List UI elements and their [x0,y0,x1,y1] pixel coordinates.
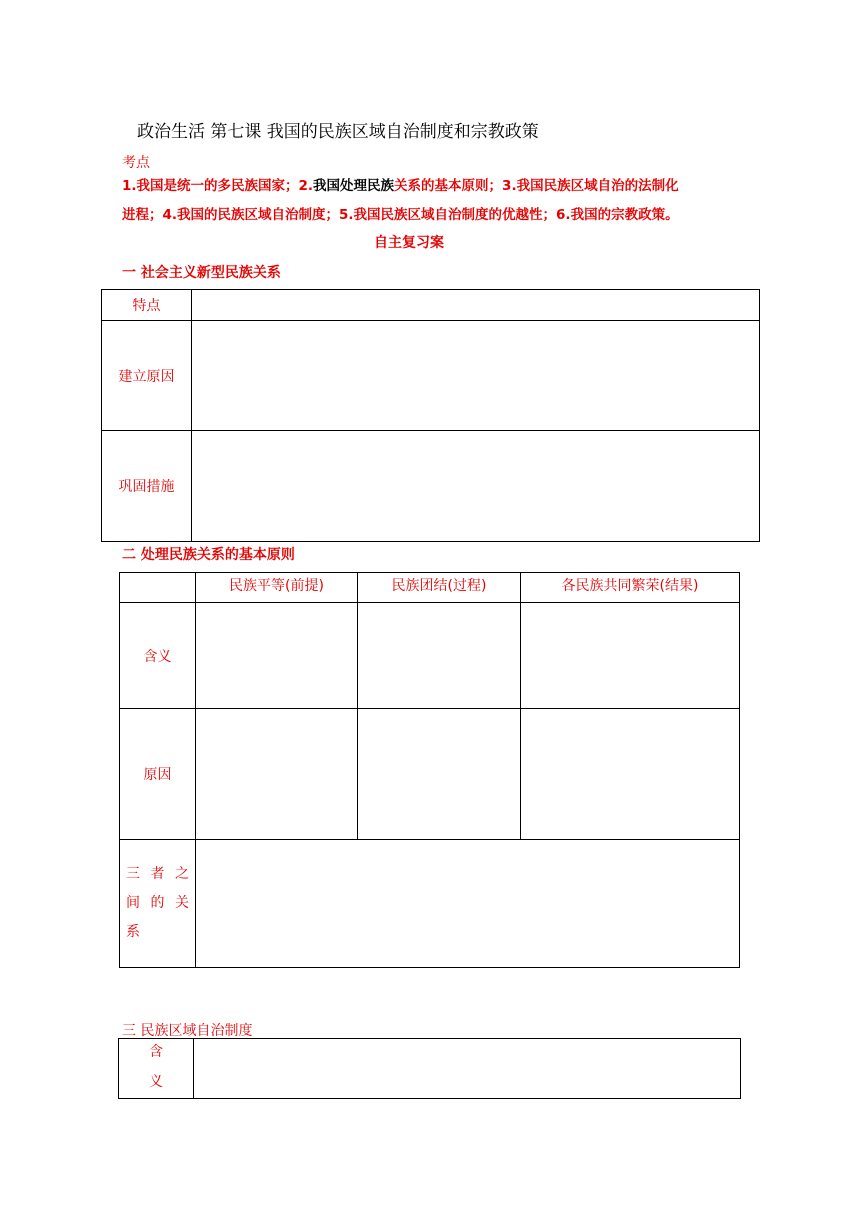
principles-table [119,572,740,968]
ethnic-relations-table [101,289,760,542]
points-line1-a: 1.我国是统一的多民族国家；2. [122,178,314,194]
kaodian-label: 考点 [122,155,150,171]
answer-cell-prosperity-reason[interactable] [521,709,740,840]
answer-cell-unity-meaning[interactable] [358,603,521,709]
row-label-reason: 原因 [120,709,196,840]
answer-cell-equality-meaning[interactable] [196,603,358,709]
section-3-heading: 三 民族区域自治制度 [122,1023,253,1039]
answer-cell-measures[interactable] [192,431,760,542]
section-1-heading: 一 社会主义新型民族关系 [122,265,281,281]
exam-points-line-1 [122,174,679,194]
row-label-autonomy-meaning [119,1039,194,1099]
regional-autonomy-table [118,1038,741,1099]
col-header-unity: 民族团结(过程) [358,573,521,603]
header-corner-cell [120,573,196,603]
autonomy-label-line-2: 义 [149,1074,163,1090]
exam-points-line-2: 进程；4.我国的民族区域自治制度；5.我国民族区域自治制度的优越性；6.我国的宗教政策。 [122,207,679,223]
answer-cell-reasons[interactable] [192,321,760,431]
row-label-relationship [120,840,196,968]
row-label-features: 特点 [102,290,192,321]
answer-cell-prosperity-meaning[interactable] [521,603,740,709]
page-title: 政治生活 第七课 我国的民族区域自治制度和宗教政策 [137,122,539,142]
row-label-reasons: 建立原因 [102,321,192,431]
review-title: 自主复习案 [374,235,444,251]
answer-cell-autonomy-meaning[interactable] [194,1039,741,1099]
points-line1-c: 关系的基本原则；3.我国民族区域自治的法制化 [394,178,679,194]
autonomy-label-line-1: 含 [149,1044,163,1060]
answer-cell-features[interactable] [192,290,760,321]
relation-label-line-3: 系 [126,924,140,940]
answer-cell-equality-reason[interactable] [196,709,358,840]
answer-cell-unity-reason[interactable] [358,709,521,840]
answer-cell-relationship[interactable] [196,840,740,968]
section-2-heading: 二 处理民族关系的基本原则 [122,547,295,563]
relation-label-line-2: 间 的 关 [126,895,189,911]
col-header-equality: 民族平等(前提) [196,573,358,603]
row-label-meaning: 含义 [120,603,196,709]
points-line1-b: 我国处理民族 [313,178,395,194]
col-header-prosperity: 各民族共同繁荣(结果) [521,573,740,603]
relation-label-line-1: 三 者 之 [126,866,189,882]
row-label-measures: 巩固措施 [102,431,192,542]
